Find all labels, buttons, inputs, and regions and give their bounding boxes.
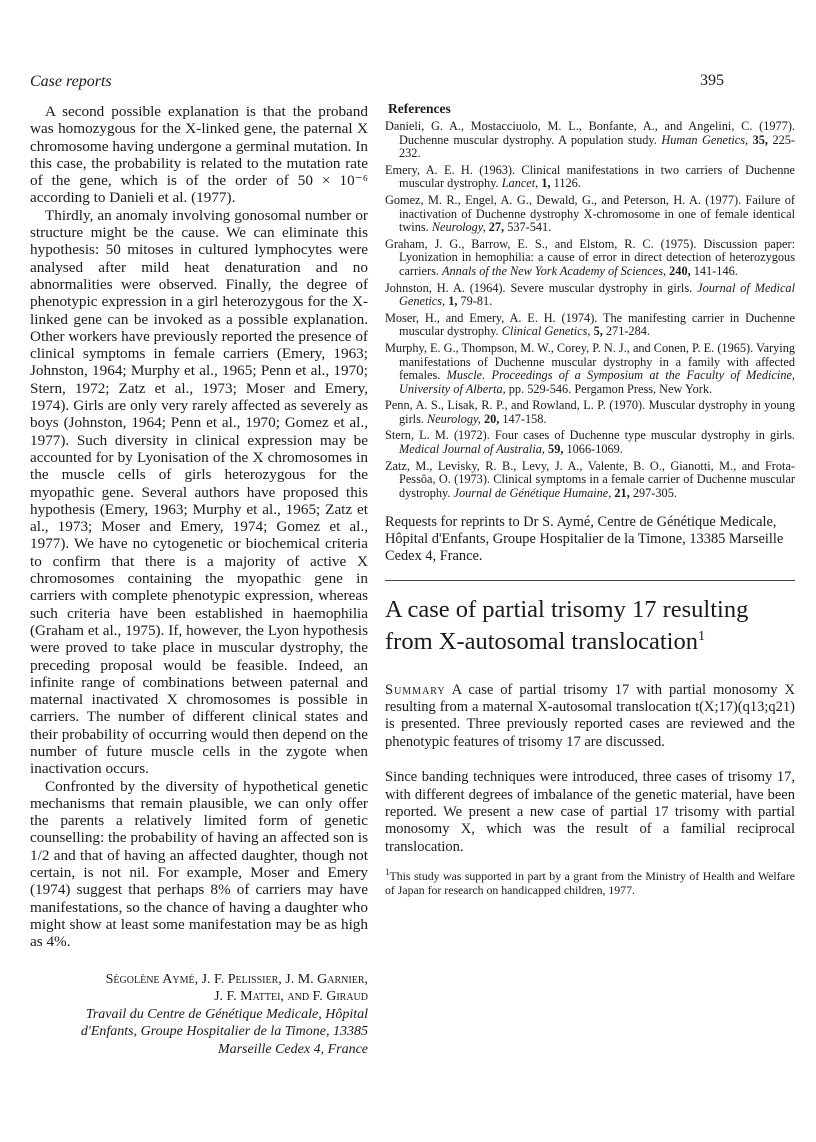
reference-pages: 537-541. [507, 220, 552, 235]
summary-text: A case of partial trisomy 17 with partial monosomy X resulting from a maternal X-autosomal translocation t(X;17)(q13;q21) is presented. Three previously reported cases are reviewed and the phenotypic features of trisomy 17 are discussed. [385, 681, 795, 750]
section-divider [385, 580, 795, 581]
reference-volume: 59, [548, 442, 564, 457]
reference-pages: 141-146. [693, 263, 738, 278]
reference-text: Stern, L. M. (1972). Four cases of Duchenne type muscular dystrophy in girls. [385, 428, 795, 443]
reference-pages: pp. 529-546. Pergamon Press, New York. [508, 381, 713, 396]
reference-text: Johnston, H. A. (1964). Severe muscular dystrophy in girls. [385, 280, 693, 295]
reference-item [385, 164, 795, 191]
reprint-request: Requests for reprints to Dr S. Aymé, Centre de Génétique Medicale, Hôpital d'Enfants, Groupe Hospitalier de la Timone, 13385 Marseille Cedex 4, France. [385, 514, 784, 565]
reference-pages: 1066-1069. [566, 442, 623, 457]
reference-item [385, 399, 795, 426]
reference-text: Danieli, G. A., Mostacciuolo, M. L., Bonfante, A., and Angelini, C. (1977). Duchenne muscular dystrophy. A population study. [385, 119, 795, 147]
summary-label: Summary [385, 681, 446, 698]
reference-journal: Lancet, [501, 176, 539, 191]
footnote-text: This study was supported in part by a grant from the Ministry of Health and Welfare of Japan for research on handicapped children, 1977. [385, 869, 795, 897]
reference-journal: Muscle. Proceedings of a Symposium at the Faculty of Medicine, University of Alberta, [399, 368, 796, 396]
article-title [385, 597, 795, 655]
reference-list [385, 120, 795, 500]
authors-line-1: Ségolène Aymé, J. F. Pelissier, J. M. Garnier, [105, 971, 368, 987]
reference-text: Moser, H., and Emery, A. E. H. (1974). The manifesting carrier in Duchenne muscular dystrophy. [385, 310, 795, 339]
paragraph-counselling: Confronted by the diversity of hypothetical genetic mechanisms that remain plausible, we can only offer the parents a relatively limited form of genetic counselling: the probability of having an affected son is 1/2 and that of having an affected daughter, though not certain, is not nil. For example, Moser and Emery (1974) suggest that perhaps 8% of carriers may have manifestations, so the chance of having a daughter who might show at least some manifestation may be as high as 4%. [30, 777, 368, 951]
reference-pages: 271-284. [605, 324, 650, 339]
paragraph-second-explanation: A second possible explanation is that the proband was homozygous for the X-linked gene, the paternal X chromosome having undergone a germinal mutation. In this case, the probability is related to the mutation rate of the gene, which is of the order of 50 × 10⁻⁶ according to Danieli et al. (1977). [30, 103, 368, 207]
reference-volume: 240, [669, 263, 691, 278]
intro-paragraph: Since banding techniques were introduced, three cases of trisomy 17, with different degrees of imbalance of the genetic material, have been reported. We present a new case of partial 17 trisomy with partial monosomy X, which was the result of a familial reciprocal translocation. [385, 769, 795, 855]
title-footnote-mark: 1 [697, 628, 705, 644]
footnote [385, 866, 795, 897]
references-heading: References [388, 101, 451, 116]
page-number: 395 [700, 72, 724, 89]
reference-pages: 1126. [553, 176, 581, 191]
reference-journal: Neurology, [431, 220, 486, 235]
reference-text: Gomez, M. R., Engel, A. G., Dewald, G., and Peterson, H. A. (1977). Failure of inactivation of Duchenne dystrophy X-chromosome in one of female identical twins. [385, 192, 795, 235]
reference-journal: Neurology, [427, 411, 481, 426]
reference-journal: Clinical Genetics, [501, 324, 591, 339]
reference-item [385, 429, 795, 456]
reference-item [385, 460, 795, 501]
summary-paragraph [385, 682, 795, 752]
reference-text: Graham, J. G., Barrow, E. S., and Elstom, R. C. (1975). Discussion paper: Lyonization in hemophilia: a cause of error in direct detection of heterozygous carriers. [385, 236, 795, 278]
reference-volume: 1, [541, 176, 551, 191]
reference-text: Penn, A. S., Lisak, R. P., and Rowland, L. P. (1970). Muscular dystrophy in young girls. [385, 398, 795, 426]
footnote-mark: 1 [385, 867, 390, 878]
reference-item [385, 312, 795, 339]
reference-item [385, 194, 795, 235]
left-column [30, 103, 368, 1058]
reference-text: Emery, A. E. H. (1963). Clinical manifestations in two carriers of Duchenne muscular dystrophy. [385, 162, 795, 191]
reference-volume: 1, [448, 294, 458, 309]
reference-pages: 79-81. [460, 294, 493, 309]
reference-item [385, 282, 795, 309]
article-title-text: A case of partial trisomy 17 resulting from X-autosomal translocation [385, 596, 749, 656]
reference-journal: Human Genetics, [661, 132, 749, 147]
reference-journal: Journal de Génétique Humaine, [453, 485, 612, 500]
right-column [385, 101, 795, 897]
authors-line-2: J. F. Mattei, and F. Giraud [214, 989, 368, 1005]
reference-journal: Annals of the New York Academy of Sciences, [442, 263, 667, 278]
reference-pages: 297-305. [632, 485, 677, 500]
reference-journal: Medical Journal of Australia, [399, 442, 545, 457]
reference-pages: 225-232. [399, 132, 795, 161]
reference-item [385, 342, 795, 396]
reference-volume: 5, [593, 324, 603, 339]
reference-volume: 20, [483, 411, 500, 426]
reference-volume: 27, [488, 220, 505, 235]
running-header-section: Case reports [30, 73, 112, 90]
reference-volume: 21, [614, 485, 630, 500]
reference-item [385, 120, 795, 161]
reference-text: Zatz, M., Levisky, R. B., Levy, J. A., Valente, B. O., Gianotti, M., and Frota-Pessôa, O. (1973). Clinical symptoms in a female carrier of Duchenne muscular dystrophy. [385, 458, 795, 500]
reference-item [385, 238, 795, 279]
reference-journal: Journal of Medical Genetics, [399, 280, 795, 309]
authors [30, 971, 368, 1006]
reference-volume: 35, [752, 132, 768, 147]
affiliation: Travail du Centre de Génétique Medicale, Hôpital d'Enfants, Groupe Hospitalier de la Timone, 13385 Marseille Cedex 4, France [80, 1006, 368, 1057]
paragraph-thirdly: Thirdly, an anomaly involving gonosomal number or structure might be the cause. We can eliminate this hypothesis: 50 mitoses in cultured lymphocytes were analysed after mild heat denaturation and no abnormalities were observed. Finally, the degree of phenotypic expression in a girl heterozygous for the X-linked gene can be invoked as a possible explanation. Other workers have previously reported the presence of clinical symptoms in female carriers (Emery, 1963; Johnston, 1964; Murphy et al., 1965; Penn et al., 1970; Stern, 1972; Zatz et al., 1973; Moser and Emery, 1974). Girls are only very rarely affected as severely as boys (Johnston, 1964; Penn et al., 1970; Gomez et al., 1977). Such diversity in clinical expression may be accounted for by Lyonisation of the X chromosomes in the muscle cells of girls heterozygous for the myopathic gene. Several authors have proposed this hypothesis (Emery, 1963; Murphy et al., 1965; Zatz et al., 1973; Moser and Emery, 1974; Gomez et al., 1977). We have no cytogenetic or biochemical criteria to confirm that there is a majority of active X chromosomes containing the myopathic gene in carriers with complete phenotypic expression, whereas such criteria have been established in haemophilia (Graham et al., 1975). If, however, the Lyon hypothesis were proved to take place in muscular dystrophy, the preceding proposal would be feasible. Indeed, an infinite range of combinations between paternal and maternal inactivated X chromosomes is possible in carriers. The number of different clinical states and their probability of occurring would then depend on the number of future muscle cells in the zygote when inactivation occurs. [30, 206, 368, 778]
reference-text: Murphy, E. G., Thompson, M. W., Corey, P. N. J., and Conen, P. E. (1965). Varying manifestations of Duchenne muscular dystrophy in a family with affected females. [385, 340, 795, 383]
reference-pages: 147-158. [502, 411, 547, 426]
